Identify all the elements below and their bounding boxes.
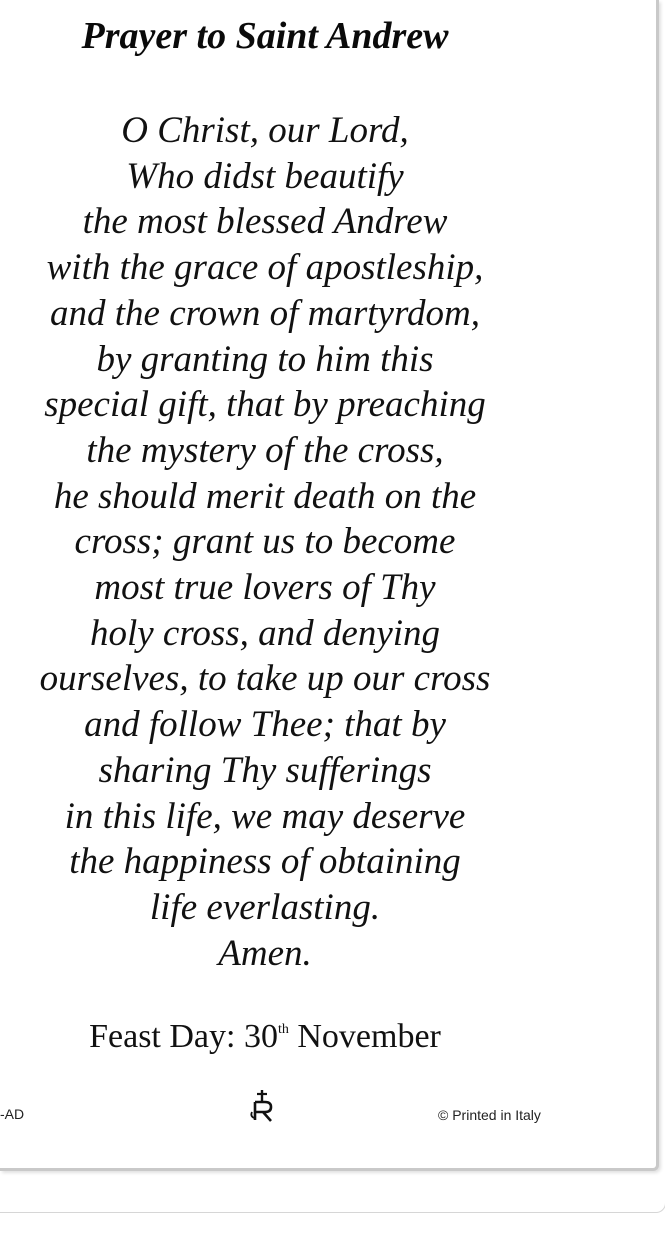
prayer-line: life everlasting.: [149, 886, 381, 928]
prayer-line: with the grace of apostleship,: [46, 247, 484, 289]
feast-day-prefix: Feast Day: 30: [89, 1018, 278, 1055]
prayer-line: ourselves, to take up our cross: [39, 658, 491, 700]
feast-day: [0, 1018, 530, 1056]
prayer-text: [0, 108, 530, 976]
feast-day-superscript: th: [277, 1022, 289, 1037]
feast-day-suffix: November: [288, 1018, 441, 1055]
prayer-line: the most blessed Andrew: [82, 201, 448, 243]
prayer-line: the happiness of obtaining: [69, 841, 461, 883]
product-code: -AD: [0, 1106, 25, 1122]
prayer-line: Who didst beautify: [126, 155, 404, 197]
printed-in-italy: © Printed in Italy: [438, 1107, 541, 1123]
cross-monogram-icon: [249, 1090, 279, 1124]
prayer-line: and follow Thee; that by: [84, 704, 446, 746]
prayer-line: cross; grant us to become: [74, 521, 456, 563]
prayer-line: the mystery of the cross,: [86, 429, 444, 471]
prayer-line: he should merit death on the: [53, 475, 477, 517]
prayer-line: sharing Thy sufferings: [98, 749, 432, 791]
prayer-line: holy cross, and denying: [89, 612, 441, 654]
prayer-line: by granting to him this: [96, 338, 434, 380]
prayer-line: and the crown of martyrdom,: [50, 292, 480, 334]
prayer-title: Prayer to Saint Andrew: [81, 15, 449, 57]
prayer-line: O Christ, our Lord,: [121, 110, 409, 151]
prayer-line: most true lovers of Thy: [94, 567, 436, 609]
prayer-line: Amen.: [218, 932, 312, 974]
prayer-line: in this life, we may deserve: [64, 795, 466, 837]
prayer-line: special gift, that by preaching: [44, 384, 486, 426]
